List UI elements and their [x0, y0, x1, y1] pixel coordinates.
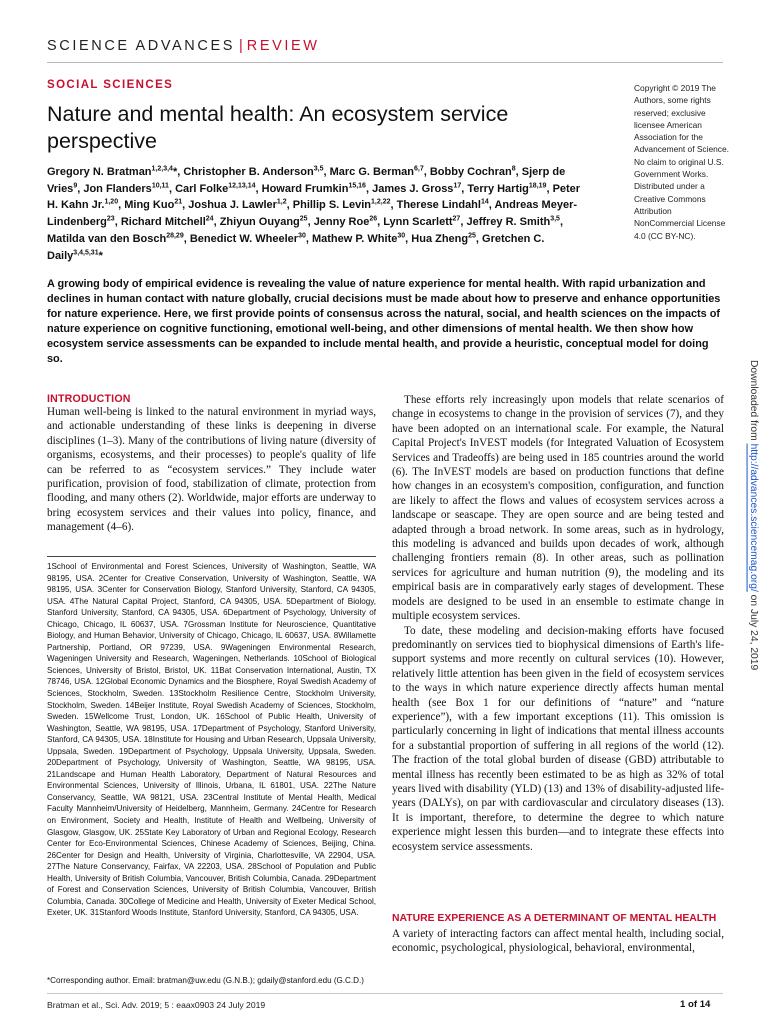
author-affiliation: 30 [397, 232, 406, 240]
article-title: Nature and mental health: An ecosystem service perspective [47, 102, 509, 153]
corresponding-mark: * [172, 166, 178, 178]
author [430, 166, 516, 178]
nature-experience-heading: NATURE EXPERIENCE AS A DETERMINANT OF MENTAL HEALTH [392, 913, 717, 924]
author [121, 216, 214, 228]
corresponding-author: *Corresponding author. Email: bratman@uw.edu (G.N.B.); gdaily@stanford.edu (G.C.D.) [47, 976, 364, 985]
author-affiliation: 6,7 [413, 165, 424, 173]
header-divider [47, 62, 723, 63]
nature-experience-body [392, 927, 724, 956]
body-paragraph-3: A variety of interacting factors can affect mental health, including social, economic, psychological, physiological, behavioral, environmental, [392, 928, 724, 955]
author-name: Gregory N. Bratman [47, 166, 152, 178]
author-name: Andreas Meyer-Lindenberg [47, 199, 578, 229]
author [47, 233, 184, 245]
author [293, 199, 391, 211]
author-name: Richard Mitchell [120, 216, 206, 229]
author-name: James J. Gross [372, 182, 454, 195]
author-name: Bobby Cochran [429, 166, 512, 178]
author-name: Jon Flanders [83, 182, 152, 195]
download-note-suffix: on July 24, 2019 [748, 591, 759, 671]
author [383, 216, 460, 228]
journal-name: SCIENCE ADVANCES [47, 38, 235, 54]
author [188, 199, 286, 211]
author-name: Phillip S. Levin [292, 199, 372, 212]
author-affiliation: 25 [299, 215, 308, 223]
author-name: Ming Kuo [124, 199, 175, 212]
author-affiliation: 24 [205, 215, 214, 223]
introduction-paragraph: Human well-being is linked to the natural environment in myriad ways, and actionable understanding of these links is deepening in diverse disciplines (1–3). Many of the contributions of living nature (diversity of organisms, ecosystems, and their processes) to people's quality of life can be referred to as “ecosystem services.” They include water purification, provision of food, stabilization of climate, protection from flooding, and many others (2). Worldwide, major efforts are underway to bring ecosystem services and their values into policy, finance, and management (4–6). [47, 406, 376, 534]
author-affiliation: 25 [468, 232, 476, 240]
author [411, 233, 476, 245]
author-affiliation: 1,2,3,4 [151, 165, 173, 173]
download-note [748, 360, 759, 670]
affiliations-divider [47, 556, 376, 557]
author-affiliation: 14 [480, 198, 489, 206]
author [124, 199, 182, 211]
author-name: Benedict W. Wheeler [189, 232, 299, 245]
introduction-heading: INTRODUCTION [47, 393, 131, 405]
author-name: Lynn Scarlett [383, 216, 453, 229]
author [397, 199, 489, 211]
author-affiliation: 26 [369, 215, 378, 223]
author-name: Zhiyun Ouyang [219, 216, 300, 229]
author-name: Matilda van den Bosch [47, 232, 167, 245]
author-affiliation: 27 [452, 215, 461, 223]
author-affiliation: 12,13,14 [228, 182, 256, 190]
body-paragraph-2: To date, these modeling and decision-making efforts have focused predominantly on services tied to biophysical dimensions of Earth's life-support systems and more recently on cultural services (10). However, relatively little attention has been given in the field of ecosystem services to the ways in which nature experience directly affects human mental health (see Box 1 for our definitions of “nature” and “nature experience”), with a few important exceptions (11). This omission is particularly concerning in light of indications that mental illness accounts for a substantial proportion of suffering in all regions of the world (12). The fraction of the total global burden of disease (GBD) attributable to mental illness has recently been estimated to be as high as 32% of total years lived with disability (YLD) (13) and 13% of disability-adjusted life-years (DALYs), on par with cardiovascular and circulatory diseases (13). It is important, therefore, to determine the degree to which nature experience might lessen this burden—and to integrate these effects into ecosystem service assessments. [392, 624, 724, 853]
author-list: Gregory N. Bratman$^{1,2,3,4}$*, Christopher B. Anderson$^{3,5}$, Marc G. Berman$^{6,7}$, Bobby Cochran$^8$, Sjerp de Vries$^9$, Jon Flanders$^{10,11}$, Carl Folke$^{12,13,14}$, Howard Frumkin$^{15,16}$, James J. Gross$^{17}$, Terry Hartig$^{18,19}$, Peter H. Kahn Jr.$^{1,20}$, Ming Kuo$^{21}$, Joshua J. Lawler$^{1,2}$, Phillip S. Levin$^{1,2,22}$, Therese Lindahl$^{14}$, Andreas Meyer-Lindenberg$^{23}$, Richard Mitchell$^{24}$, Zhiyun Ouyang$^{25}$, Jenny Roe$^{26}$, Lynn Scarlett$^{27}$, Jeffrey R. Smith$^{3,5}$, Matilda van den Bosch$^{28,29}$, Benedict W. Wheeler$^{30}$, Mathew P. White$^{30}$, Hua Zheng$^{25}$, Gretchen C. Daily$^{3,4,5,31}$* [47, 165, 581, 262]
article-type: REVIEW [246, 38, 320, 54]
author [47, 166, 177, 178]
copyright-notice: Copyright © 2019 The Authors, some rights reserved; exclusive licensee American Association for the Advancement of Science. No claim to original U.S. Government Works. Distributed under a Creative Commons Attribution NonCommercial License 4.0 (CC BY-NC). [634, 83, 729, 241]
author-affiliation: 1,20 [104, 198, 119, 206]
author-affiliation: 30 [298, 232, 306, 240]
author [467, 183, 546, 195]
author-name: Therese Lindahl [396, 199, 481, 212]
author-affiliation: 17 [453, 182, 462, 190]
author-name: Joshua J. Lawler [188, 199, 277, 212]
author-affiliation: 10,11 [151, 182, 169, 190]
author [183, 166, 323, 178]
author [262, 183, 366, 195]
download-note-prefix: Downloaded from [748, 360, 759, 444]
author-affiliation: 28,29 [166, 232, 184, 240]
author-affiliation: 9 [73, 182, 78, 190]
corresponding-mark: * [98, 249, 103, 262]
author-name: Gretchen C. Daily [47, 232, 545, 262]
author-name: Hua Zheng [411, 232, 469, 245]
author-name: Howard Frumkin [261, 182, 349, 195]
author-affiliation: 1,2 [276, 198, 287, 206]
author-name: Terry Hartig [467, 182, 529, 195]
author [330, 166, 424, 178]
author-name: Marc G. Berman [329, 166, 414, 178]
author [190, 233, 306, 245]
right-column-body [392, 393, 724, 854]
author-name: Jeffrey R. Smith [466, 216, 551, 229]
author-name: Peter H. Kahn Jr. [47, 182, 581, 212]
author-affiliation: 3,4,5,31 [73, 248, 99, 256]
header-separator: | [238, 38, 243, 54]
author-affiliation: 8 [511, 165, 516, 173]
author-affiliation: 3,5 [550, 215, 560, 223]
author-name: Christopher B. Anderson [183, 166, 314, 178]
author [83, 183, 169, 195]
body-paragraph-1: These efforts rely increasingly upon models that relate scenarios of change in ecosystems to change in the provision of services (7), and they have been adopted on an international scale. For example, the Natural Capital Project's InVEST models (for Integrated Valuation of Ecosystem Services and Tradeoffs) are being used in 185 countries around the world (6). The InVEST models are based on production functions that define how changes in an ecosystem's composition, configuration, and function are likely to affect the flows and values of ecosystem services across a landscape or seascape. They are open source and are being tested and adapted through a broad network. In some areas, such as in hydrology, this modeling is advanced and builds upon decades of work, although challenging frontiers remain (8). In other areas, such as pollination services for agriculture and human nutrition (9), the modeling and its empirical basis are in comparatively early stages of development. These models are designed to be used in an ensemble to estimate change in multiple ecosystem services. [392, 394, 724, 623]
introduction-body [47, 405, 376, 535]
abstract: A growing body of empirical evidence is revealing the value of nature experience for mental health. With rapid urbanization and declines in human contact with nature globally, crucial decisions must be made about how to preserve and enhance opportunities for nature experience. Here, we first provide points of consensus across the natural, social, and health sciences on the impacts of nature experience on cognitive functioning, emotional well-being, and other dimensions of mental health. We then show how ecosystem service assessments can be expanded to include mental health, and provide a heuristic, conceptual model for doing so. [47, 278, 721, 366]
section-label: SOCIAL SCIENCES [47, 79, 174, 91]
author-affiliation: 3,5 [313, 165, 324, 173]
author-affiliation: 1,2,22 [371, 198, 391, 206]
author-name: Sjerp de Vries [47, 166, 566, 195]
author [175, 183, 255, 195]
author-name: Carl Folke [175, 182, 229, 195]
author [314, 216, 377, 228]
page-number: 1 of 14 [680, 999, 711, 1010]
footer-citation: Bratman et al., Sci. Adv. 2019; 5 : eaax0903 24 July 2019 [47, 1000, 266, 1010]
journal-header [47, 38, 320, 54]
download-link[interactable]: http://advances.sciencemag.org/ [748, 443, 759, 592]
author [220, 216, 308, 228]
footer-divider [47, 993, 723, 994]
author-affiliation: 23 [106, 215, 115, 223]
author-affiliation: 18,19 [528, 182, 547, 190]
author-affiliation: 15,16 [348, 182, 366, 190]
author [466, 216, 559, 228]
author-name: Jenny Roe [313, 216, 370, 229]
author [372, 183, 461, 195]
author [312, 233, 405, 245]
author-affiliation: 21 [174, 198, 183, 206]
affiliations: 1School of Environmental and Forest Sciences, University of Washington, Seattle, WA 98195, USA. 2Center for Creative Conservation, University of Washington, Seattle, WA 98195, USA. 3Center for Conservation Biology, Stanford University, Stanford, CA 94305, USA. 4The Natural Capital Project, Stanford, CA 94305, USA. 5Department of Biology, Stanford University, Stanford, CA 94305, USA. 6Department of Psychology, University of Chicago, Chicago, IL 60637, USA. 7Grossman Institute for Neuroscience, Quantitative Biology, and Human Behavior, University of Chicago, Chicago, IL 60637, USA. 8Willamette Partnership, Portland, OR 97239, USA. 9Wageningen Environmental Research, Wageningen University and Research, Wageningen, Netherlands. 10School of Biological Sciences, University of Bristol, Bristol, UK. 11Bat Conservation International, Austin, TX 78746, USA. 12Global Economic Dynamics and the Biosphere, Royal Swedish Academy of Sciences, Stockholm, Sweden. 13Stockholm Resilience Centre, Stockholm University, Stockholm, Sweden. 14Beijer Institute, Royal Swedish Academy of Sciences, Stockholm, Sweden. 15Wellcome Trust, London, UK. 16School of Public Health, University of Washington, Seattle, WA 98195, USA. 17Department of Psychology, Stanford University, Stanford, CA 94305, USA. 18Institute for Housing and Urban Research, Uppsala University, Uppsala, Sweden. 19Department of Psychology, Uppsala University, Uppsala, Sweden. 20Department of Psychology, University of Washington, Seattle, WA 98195, USA. 21Landscape and Human Health Laboratory, Department of Natural Resources and Environmental Sciences, University of Illinois, Urbana, IL 61801, USA. 22The Nature Conservancy, Seattle, WA 98121, USA. 23Central Institute of Mental Health, Medical Faculty Mannheim/University of Heidelberg, Mannheim, Germany. 24Centre for Research on Environment, Society and Health, Institute of Health and Wellbeing, University of Glasgow, Glasgow, UK. 25State Key Laboratory of Urban and Regional Ecology, Research Center for Eco-Environmental Sciences, Chinese Academy of Sciences, Beijing, China. 26Center for Design and Health, University of Virginia, Charlottesville, VA 22904, USA. 27The Nature Conservancy, Fairfax, VA 22203, USA. 28School of Population and Public Health, University of British Columbia, Vancouver, British Columbia, Canada. 29Department of Forest and Conservation Sciences, University of British Columbia, Vancouver, British Columbia, Canada. 30College of Medicine and Health, University of Exeter Medical School, Exeter, UK. 31Stanford Woods Institute, Stanford University, Stanford, CA 94305, USA. [47, 562, 376, 918]
author-name: Mathew P. White [311, 232, 398, 245]
